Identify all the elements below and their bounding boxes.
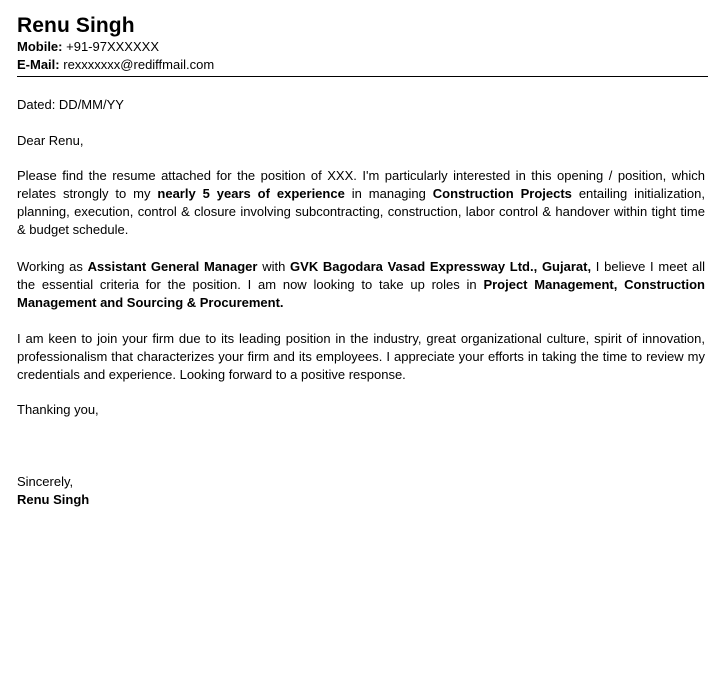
p2-text-3: I believe I meet all the essential criteria for the position. I am now looking to take up roles in [17,259,706,292]
mobile-line [17,38,705,56]
p2-text-1: Working as [17,259,88,274]
email-label: E-Mail: [17,57,60,72]
header-divider [17,76,708,77]
salutation: Dear Renu, [17,133,84,148]
p2-text-2: with [257,259,291,274]
p2-bold-domains: Project Management, Construction Management and Sourcing & Procurement. [17,277,705,310]
applicant-name: Renu Singh [17,14,135,37]
p1-text-3: entailing initialization, planning, execution, control & closure involving subcontracting, construction, labor control & handover within tight time & budget schedule. [17,186,705,237]
email-value: rexxxxxxx@rediffmail.com [63,57,215,72]
p2-bold-company: GVK Bagodara Vasad Expressway Ltd., Gujarat, [290,259,592,274]
p2-bold-role: Assistant General Manager [87,259,258,274]
mobile-value: +91-97XXXXXX [66,39,159,54]
p1-bold-experience: nearly 5 years of experience [157,186,345,201]
p1-bold-projects: Construction Projects [432,186,572,201]
paragraph-1 [17,167,705,239]
closing-line: Sincerely, [17,474,74,489]
p1-text-1: Please find the resume attached for the position of XXX. I'm particularly interested in this opening / position, which relates strongly to my [17,168,705,201]
paragraph-3: I am keen to join your firm due to its leading position in the industry, great organizational culture, spirit of innovation, professionalism that characterizes your firm and its employees. I appreciate your efforts in taking the time to review my credentials and experience. Looking forward to a positive response. [17,331,705,382]
cover-letter-page [17,0,706,507]
date-line: Dated: DD/MM/YY [17,97,124,112]
signature-name: Renu Singh [17,492,90,507]
thanks-line: Thanking you, [17,402,99,417]
mobile-label: Mobile: [17,39,63,54]
p1-text-2: in managing [344,186,433,201]
email-line [17,56,705,74]
paragraph-2 [17,258,705,312]
